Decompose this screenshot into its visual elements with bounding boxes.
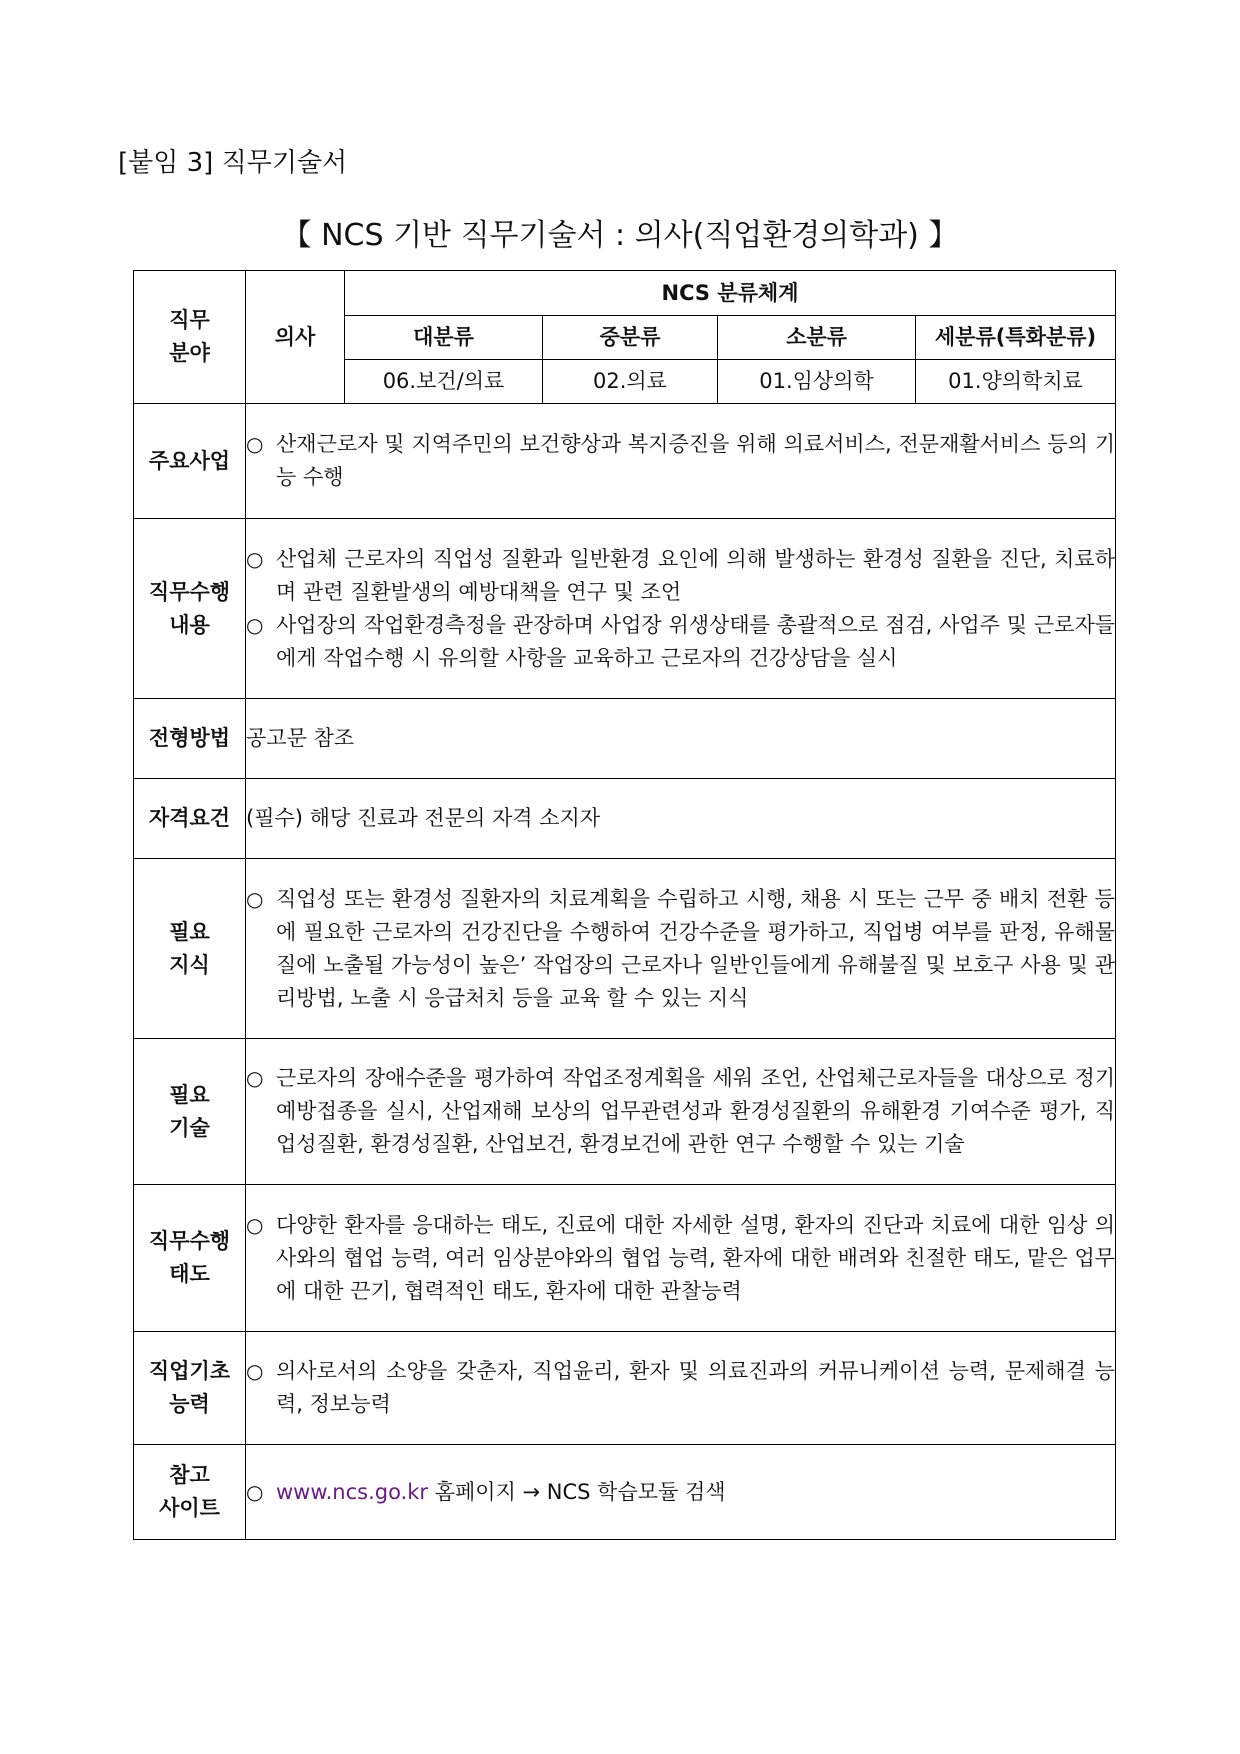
bullet-text: 사업장의 작업환경측정을 관장하며 사업장 위생상태를 총괄적으로 점검, 사업주 및 근로자들에게 작업수행 시 유의할 사항을 교육하고 근로자의 건강상담을 실시 (276, 612, 1116, 670)
row-label-line: 필요 (169, 919, 210, 944)
row-reference-site (134, 1445, 1116, 1540)
row-label (134, 404, 246, 519)
row-label (134, 1332, 246, 1445)
row-label-line: 태도 (169, 1262, 210, 1286)
bullet-text: 산재근로자 및 지역주민의 보건향상과 복지증진을 위해 의료서비스, 전문재활서비스 등의 기능 수행 (276, 432, 1116, 489)
bullet-mark: ○ (246, 546, 264, 571)
row-selection-method (134, 699, 1116, 779)
bullet-item (246, 609, 1115, 675)
job-field-value: 의사 (246, 271, 345, 404)
row-content (246, 1039, 1116, 1185)
row-label-line: 내용 (169, 612, 210, 637)
bullet-mark: ○ (246, 1212, 264, 1237)
row-required-knowledge (134, 859, 1116, 1039)
bullet-item (246, 1355, 1115, 1421)
col-minor-category: 소분류 (718, 316, 916, 360)
row-label-line: 전형방법 (148, 726, 231, 750)
bullet-text: 근로자의 장애수준을 평가하여 작업조정계획을 세워 조언, 산업체근로자들을 대상으로 정기예방접종을 실시, 산업재해 보상의 업무관련성과 환경성질환의 유해환경 기여수준 평가, 직업성질환, 환경성질환, 산업보건, 환경보건에 관한 연구 수행할 수 있는 기술 (276, 1066, 1116, 1156)
row-label-line: 사이트 (159, 1496, 220, 1520)
val-middle-category: 02.의료 (543, 360, 718, 404)
row-label-line: 참고 (169, 1463, 210, 1487)
row-content (246, 779, 1116, 859)
row-qualifications (134, 779, 1116, 859)
job-description-table (133, 270, 1116, 1540)
row-content (246, 1445, 1116, 1540)
row-label-line: 능력 (169, 1392, 210, 1416)
row-content (246, 404, 1116, 519)
row-main-business (134, 404, 1116, 519)
row-job-attitude (134, 1185, 1116, 1332)
row-label-line: 직무수행 (148, 1229, 231, 1253)
row-label-line: 주요사업 (148, 448, 231, 473)
row-content (246, 1185, 1116, 1332)
row-content (246, 859, 1116, 1039)
bullet-item (246, 883, 1115, 1015)
row-label (134, 1445, 246, 1540)
bullet-item (246, 428, 1115, 494)
row-label-line: 필요 (169, 1082, 210, 1107)
row-text: 공고문 참조 (246, 726, 355, 750)
bullet-text: 산업체 근로자의 직업성 질환과 일반환경 요인에 의해 발생하는 환경성 질환을 진단, 치료하며 관련 질환발생의 예방대책을 연구 및 조언 (276, 546, 1116, 604)
row-label (134, 859, 246, 1039)
row-label (134, 1185, 246, 1332)
reference-rest: 홈페이지 → NCS 학습모듈 검색 (428, 1479, 726, 1504)
bullet-text: 직업성 또는 환경성 질환자의 치료계획을 수립하고 시행, 채용 시 또는 근무 중 배치 전환 등에 필요한 근로자의 건강진단을 수행하여 건강수준을 평가하고, 직업병 여부를 판정, 유해물질에 노출될 가능성이 높은’ 작업장의 근로자나 일반인들에게 유해불질 및 보호구 사용 및 관리방법, 노출 시 응급처치 등을 교육 할 수 있는 지식 (276, 886, 1116, 1010)
row-job-duties (134, 519, 1116, 699)
col-middle-category: 중분류 (543, 316, 718, 360)
val-sub-category: 01.양의학치료 (916, 360, 1116, 404)
bullet-mark: ○ (246, 1066, 264, 1090)
row-label-line: 지식 (169, 952, 210, 977)
row-label (134, 779, 246, 859)
bullet-item (246, 543, 1115, 609)
document-title: 【 NCS 기반 직무기술서 : 의사(직업환경의학과) 】 (281, 218, 959, 253)
bullet-text: 다양한 환자를 응대하는 태도, 진료에 대한 자세한 설명, 환자의 진단과 치료에 대한 임상 의사와의 협업 능력, 여러 임상분야와의 협업 능력, 환자에 대한 배려와 친절한 태도, 맡은 업무에 대한 끈기, 협력적인 태도, 환자에 대한 관찰능력 (276, 1212, 1116, 1303)
reference-text (276, 1476, 1115, 1509)
row-basic-competency (134, 1332, 1116, 1445)
ncs-site-link[interactable]: www.ncs.go.kr (276, 1479, 429, 1504)
val-minor-category: 01.임상의학 (718, 360, 916, 404)
bullet-mark: ○ (246, 432, 264, 456)
row-label-line: 자격요건 (148, 806, 231, 830)
bullet-mark: ○ (246, 1359, 264, 1383)
bullet-item (246, 1062, 1115, 1161)
row-text: (필수) 해당 진료과 전문의 자격 소지자 (246, 806, 601, 830)
col-major-category: 대분류 (345, 316, 543, 360)
bullet-mark: ○ (246, 886, 264, 911)
bullet-item (246, 1209, 1115, 1308)
row-label-line: 직무수행 (148, 579, 231, 604)
ncs-classification-header: NCS 분류체계 (345, 271, 1116, 316)
row-content (246, 1332, 1116, 1445)
attachment-label: [붙임 3] 직무기술서 (118, 148, 348, 178)
bullet-mark: ○ (246, 1479, 264, 1504)
job-field-label-line1: 직무 (169, 308, 210, 332)
row-label-line: 직업기초 (148, 1359, 231, 1383)
job-field-label (134, 271, 246, 404)
bullet-item (246, 1476, 1115, 1509)
job-field-label-line2: 분야 (169, 341, 210, 365)
row-required-skills (134, 1039, 1116, 1185)
row-label (134, 699, 246, 779)
bullet-mark: ○ (246, 612, 264, 637)
col-sub-category: 세분류(특화분류) (916, 316, 1116, 360)
row-label (134, 1039, 246, 1185)
row-label-line: 기술 (169, 1115, 210, 1140)
row-content (246, 699, 1116, 779)
row-content (246, 519, 1116, 699)
bullet-text: 의사로서의 소양을 갖춘자, 직업윤리, 환자 및 의료진과의 커뮤니케이션 능력, 문제해결 능력, 정보능력 (276, 1359, 1116, 1416)
val-major-category: 06.보건/의료 (345, 360, 543, 404)
row-label (134, 519, 246, 699)
